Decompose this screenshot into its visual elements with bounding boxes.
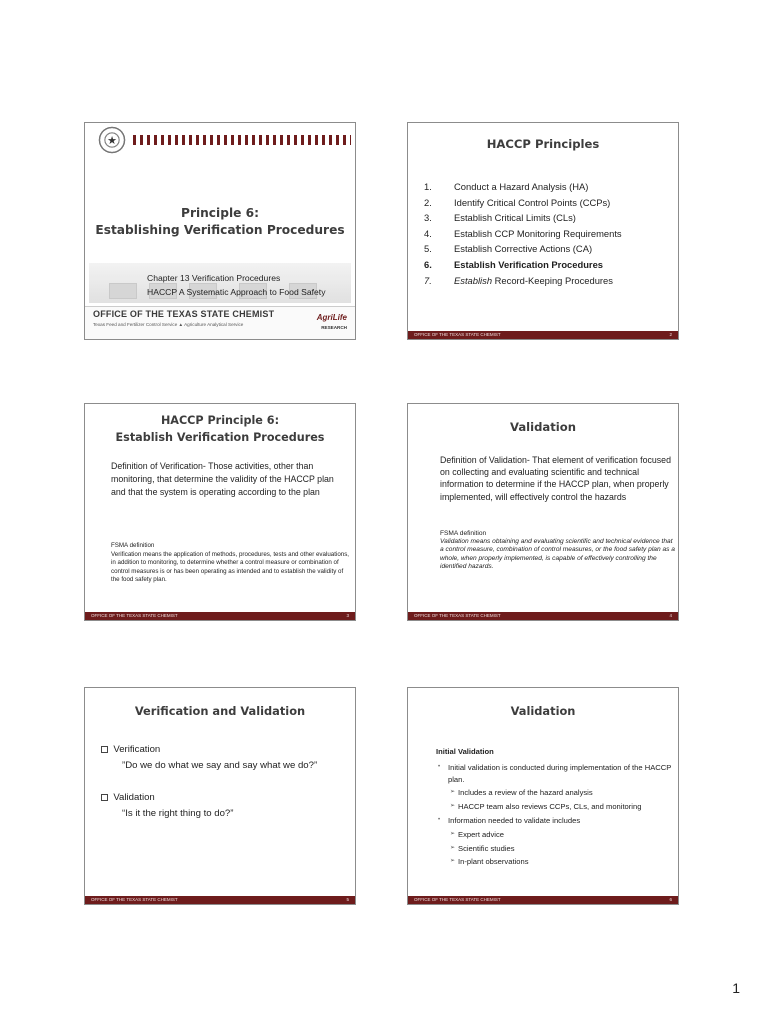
slide-1 <box>84 122 356 340</box>
bullet-item: • Initial validation is conducted during implementation of the HACCP plan. <box>436 762 676 786</box>
slide-page-number: 6 <box>669 897 672 902</box>
slide-title <box>85 205 355 239</box>
slide-footer: OFFICE OF THE TEXAS STATE CHEMIST 5 <box>85 896 355 904</box>
slide-title: Verification and Validation <box>134 704 306 718</box>
subtitle-line-1: Chapter 13 Verification Procedures <box>147 273 281 283</box>
slide-footer: OFFICE OF THE TEXAS STATE CHEMIST 2 <box>408 331 678 339</box>
slide-3 <box>84 403 356 621</box>
slide-title: Validation <box>510 704 576 718</box>
validation-definition: Definition of Validation- That element of verification focused on collecting and evaluating scientific and technical information to determine if the HACCP plan, when properly implemented, will effectively control the hazards <box>440 455 671 502</box>
slide-title <box>85 412 355 446</box>
slide-2 <box>407 122 679 340</box>
verification-definition: Definition of Verification- Those activities, other than monitoring, that determine the validity of the HACCP plan and that the system is operating according to the plan <box>111 461 334 498</box>
bullet-item: • Information needed to validate includes <box>436 815 676 827</box>
title-line-2: Establish Verification Procedures <box>115 431 325 444</box>
list-item: 7. Establish Record-Keeping Procedures <box>424 274 613 286</box>
fsma-text: Verification means the application of methods, procedures, tests and other evaluations, in addition to monitoring, to determine whether a control measure or combination of control measures is or has been operating as intended and to establish the validity of the food safety plan. <box>111 550 350 584</box>
section-heading: Initial Validation <box>436 747 494 756</box>
slide-4 <box>407 403 679 621</box>
list-item: 3. Establish Critical Limits (CLs) <box>424 212 576 224</box>
title-line-1: Principle 6: <box>181 206 259 220</box>
list-item: 4. Establish CCP Monitoring Requirements <box>424 227 622 239</box>
checkbox-bullet-icon <box>101 794 108 801</box>
title-line-2: Establishing Verification Procedures <box>95 223 345 237</box>
list-item: 2. Identify Critical Control Points (CCPs) <box>424 196 611 208</box>
verification-validation-list <box>101 742 317 838</box>
principles-list <box>424 179 622 288</box>
checkbox-bullet-icon <box>101 746 108 753</box>
slide-title: HACCP Principles <box>486 137 600 151</box>
sub-bullet-item: ➢ In-plant observations <box>436 856 676 868</box>
sub-bullet-item: ➢ Expert advice <box>436 829 676 841</box>
office-subtitle: Texas Feed and Fertilizer Control Service ▲ Agriculture Analytical Service <box>93 322 244 327</box>
fsma-label: FSMA definition <box>440 530 487 537</box>
slide-footer: OFFICE OF THE TEXAS STATE CHEMIST 4 <box>408 612 678 620</box>
slide-page-number: 3 <box>346 613 349 618</box>
sub-bullet-item: ➢ HACCP team also reviews CCPs, CLs, and monitoring <box>436 801 676 813</box>
list-item-highlighted: 6. Establish Verification Procedures <box>424 258 604 270</box>
list-item: 5. Establish Corrective Actions (CA) <box>424 243 593 255</box>
initial-validation-content <box>436 746 676 870</box>
state-seal-icon: ★ <box>97 125 127 155</box>
list-item: 1. Conduct a Hazard Analysis (HA) <box>424 181 589 192</box>
slide-page-number: 4 <box>669 613 672 618</box>
sub-bullet-item: ➢ Scientific studies <box>436 843 676 855</box>
office-name: OFFICE OF THE TEXAS STATE CHEMIST <box>93 309 275 319</box>
decorative-stripes <box>133 135 351 145</box>
fsma-block <box>111 542 351 585</box>
sub-bullet-item: ➢ Includes a review of the hazard analysis <box>436 787 676 799</box>
fsma-text: Validation means obtaining and evaluating scientific and technical evidence that a control measure, combination of control measures, or the food safety plan as a whole, when properly implemented, is capable of effectively controlling the identified hazards. <box>440 538 675 570</box>
list-item: Validation “Is it the right thing to do?” <box>101 790 317 822</box>
slide-5 <box>84 687 356 905</box>
fsma-label: FSMA definition <box>111 542 155 549</box>
title-line-1: HACCP Principle 6: <box>160 414 280 427</box>
document-page-number: 1 <box>732 980 740 996</box>
slide-header-banner <box>85 123 355 157</box>
fsma-block <box>440 530 676 571</box>
slide-footer: OFFICE OF THE TEXAS STATE CHEMIST 6 <box>408 896 678 904</box>
slide-page-number: 5 <box>346 897 349 902</box>
slide-6 <box>407 687 679 905</box>
agrilife-logo: AgriLife <box>316 313 347 322</box>
slide-subtitle <box>147 271 326 299</box>
slide-footer: OFFICE OF THE TEXAS STATE CHEMIST 3 <box>85 612 355 620</box>
agrilife-logo-sub: RESEARCH <box>321 325 347 330</box>
list-item: Verification ”Do we do what we say and say what we do?” <box>101 742 317 774</box>
slide-page-number: 2 <box>669 332 672 337</box>
subtitle-line-2: HACCP A Systematic Approach to Food Safety <box>147 287 326 297</box>
slide-title: Validation <box>510 420 576 434</box>
